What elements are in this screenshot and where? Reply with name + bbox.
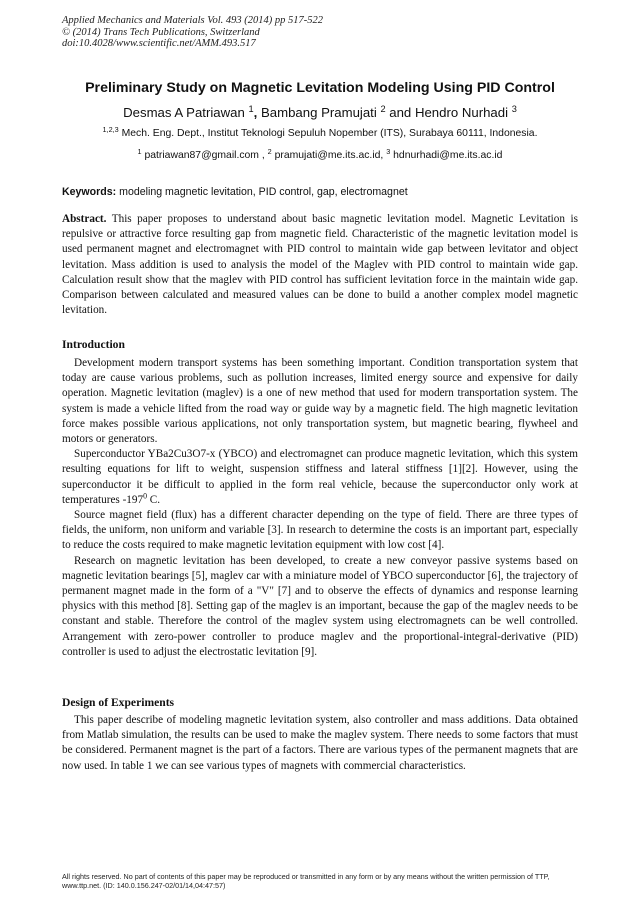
degree-superscript: 0 (143, 491, 147, 501)
author-affiliation-mark: 2 (380, 103, 386, 114)
rights-notice: All rights reserved. No part of contents of this paper may be reproduced or transmitted in any form or by any means without the written permission of TTP, (62, 872, 550, 881)
introduction-paragraph (62, 447, 578, 508)
email-separator: , (258, 150, 268, 161)
keywords-label: Keywords: (62, 186, 117, 198)
author-name: Bambang Pramujati (260, 105, 377, 120)
introduction-paragraph: Development modern transport systems has been something important. Condition transportation system that today are cause various problems, such as pollution increases, limited energy source and expensive for daily operation. Magnetic levitation (maglev) is a one of new method that used for modern transportation system. The system is made a vehicle lifted from the road way or guide way by a magnetic field. The high magnetic levitation force makes possible various applications, not only transportation system, but magnetic bearing, flywheel and motors or generators. (62, 357, 578, 446)
email-address: patriawan87@gmail.com (144, 150, 259, 161)
email-separator: , (380, 150, 387, 161)
paper-title: Preliminary Study on Magnetic Levitation Modeling Using PID Control (85, 80, 555, 96)
author-separator: and (385, 105, 415, 120)
design-section (62, 713, 578, 774)
keywords (62, 186, 582, 198)
email-address: hdnurhadi@me.its.ac.id (393, 150, 503, 161)
abstract-text: This paper proposes to understand about basic magnetic levitation model. Magnetic Levitation is repulsive or attractive force resulting gap from magnetic field. Characteristic of the magnetic levitation model is used permanent magnet and electromagnet with PID control to maintain wide gap between levitator and object levitation. Mass addition is used to analysis the model of the Maglev with PID control to maintain wide gap. Calculation result show that the maglev with PID control has sufficient levitation force in the maintain wide gap. Comparison between calculated and measured values can be done to build a another complex model magnetic levitation. (62, 213, 578, 317)
affiliation (62, 125, 578, 139)
journal-citation: Applied Mechanics and Materials Vol. 493 (2014) pp 517-522 (62, 15, 324, 26)
design-heading: Design of Experiments (62, 696, 175, 709)
email-mark: 1 (137, 147, 142, 156)
author-list (62, 105, 578, 120)
abstract-label: Abstract. (62, 213, 107, 225)
email-address: pramujati@me.its.ac.id (274, 150, 381, 161)
affiliation-text: Mech. Eng. Dept., Institut Teknologi Sepuluh Nopember (ITS), Surabaya 60111, Indonesia. (121, 128, 538, 139)
abstract-paragraph (62, 212, 578, 318)
keywords-text: modeling magnetic levitation, PID control, gap, electromagnet (119, 186, 408, 198)
journal-header (62, 15, 582, 50)
introduction-section (62, 356, 578, 660)
download-info: www.ttp.net. (ID: 140.0.156.247-02/01/14,04:47:57) (62, 881, 226, 890)
author-affiliation-mark: 1 (248, 103, 254, 114)
paragraph-text: C. (147, 493, 161, 506)
author-name: Hendro Nurhadi (414, 105, 509, 120)
doi-line: doi:10.4028/www.scientific.net/AMM.493.517 (62, 38, 256, 49)
paragraph-text: Superconductor YBa2Cu3O7-x (YBCO) and electromagnet can produce magnetic levitation, which this system resulting equations for lift to weight, suspension stiffness and lateral stiffness [1][2]. However, using the superconductor it be difficult to applied in the form real vehicle, because the superconductor only work at temperatures -197 (62, 448, 578, 506)
affiliation-mark: 1,2,3 (102, 125, 119, 134)
author-emails (62, 147, 578, 161)
introduction-paragraph: Source magnet field (flux) has a different character depending on the type of field. There are three types of fields, the uniform, non uniform and variable [3]. In research to determine the costs is an important part, especially to reduce the costs required to make magnetic levitation equipment with low cost [4]. (62, 509, 578, 552)
introduction-paragraph: Research on magnetic levitation has been developed, to create a new conveyor passive systems based on magnetic levitation bearings [5], maglev car with a miniature model of YBCO superconductor [6], the trajectory of permanent magnet made in the form of a "V" [7] and to observe the effects of dynamics and response learning physics with this method [8]. Setting gap of the maglev is an important, because the gap of the maglev needs to be constant and stable. Therefore the control of the maglev system using electromagnets can be well controlled. Arrangement with zero-power controller to produce maglev and the proportional-integral-derivative (PID) controller is used to adjust the electrostatic levitation [9]. (62, 554, 578, 658)
email-mark: 2 (267, 147, 272, 156)
author-name: Desmas A Patriawan (123, 105, 245, 120)
design-paragraph: This paper describe of modeling magnetic levitation system, also controller and mass additions. Data obtained from Matlab simulation, the results can be used to make the maglev system. There needs to some factors that must be considered. Permanent magnet is the part of a factors. There are various types of the permanent magnets that are now used. In table 1 we can see various types of magnets with commercial characteristics. (62, 714, 578, 772)
abstract-section (62, 212, 578, 318)
copyright-line: © (2014) Trans Tech Publications, Switzerland (62, 26, 260, 38)
author-separator: , (253, 105, 261, 120)
author-affiliation-mark: 3 (511, 103, 517, 114)
page-footer (62, 872, 582, 890)
email-mark: 3 (386, 147, 391, 156)
introduction-heading: Introduction (62, 338, 125, 351)
